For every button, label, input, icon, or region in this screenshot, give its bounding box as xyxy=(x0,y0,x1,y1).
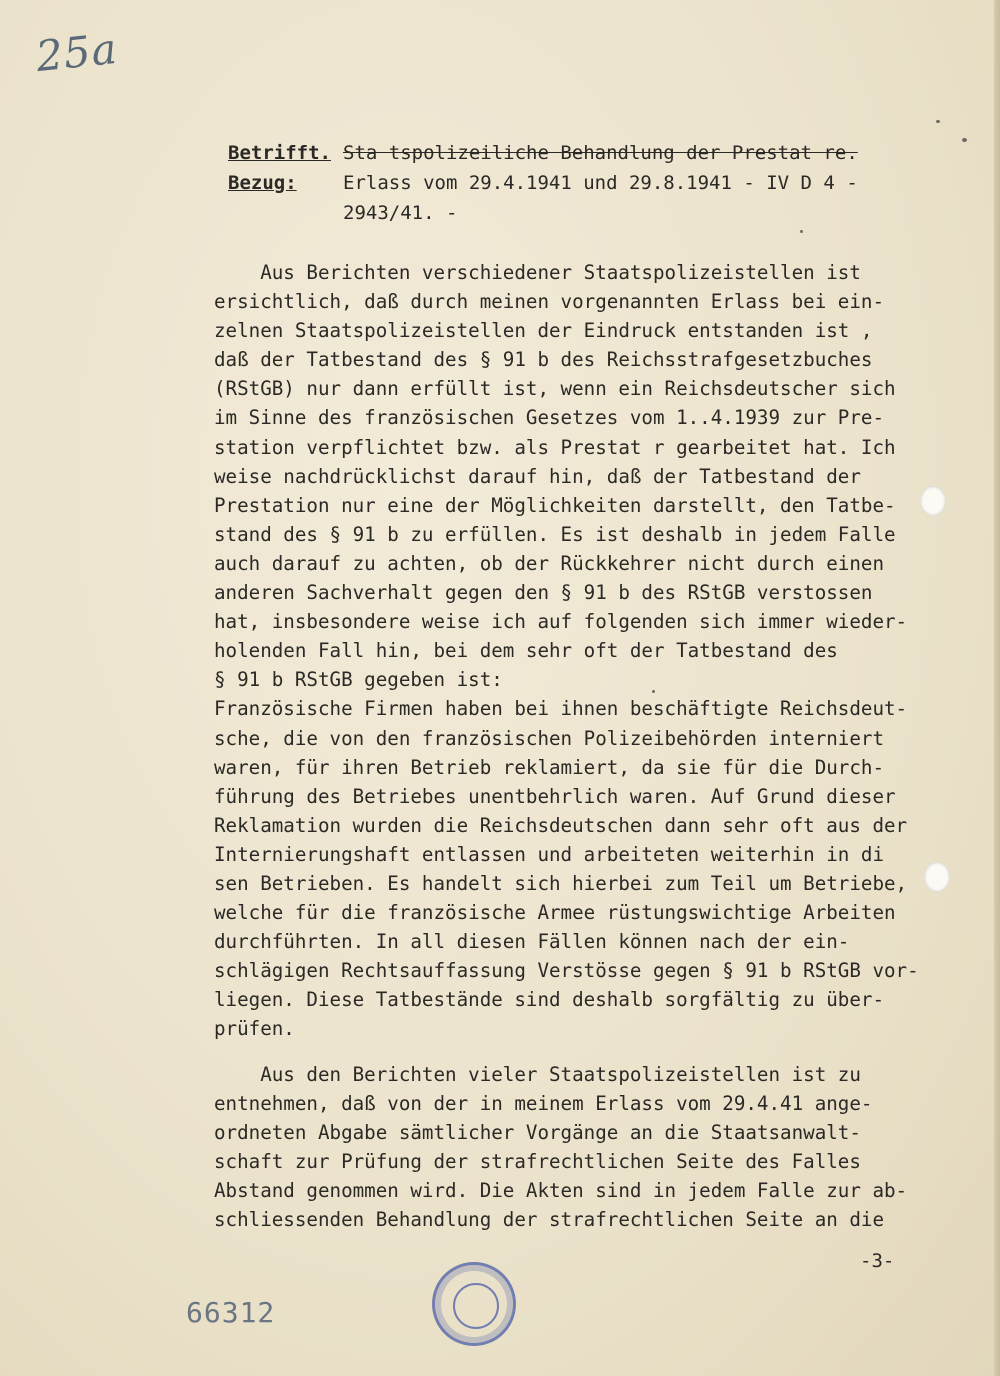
inventory-number: 66312 xyxy=(186,1296,276,1329)
text-line: durchführten. In all diesen Fällen können nach der ein- xyxy=(214,930,850,954)
paragraph-1 xyxy=(214,258,954,1044)
text-line: hat, insbesondere weise ich auf folgenden sich immer wieder- xyxy=(214,610,908,634)
letter-header xyxy=(228,142,948,232)
text-line: station verpflichtet bzw. als Prestat r gearbeitet hat. Ich xyxy=(214,435,896,459)
text-line: ersichtlich, daß durch meinen vorgenannten Erlass bei ein- xyxy=(214,290,885,314)
text-line: Internierungshaft entlassen und arbeiteten weiterhin in di xyxy=(214,842,885,866)
subject-row xyxy=(228,142,948,172)
text-line: Französische Firmen haben bei ihnen beschäftigte Reichsdeut- xyxy=(214,697,908,721)
text-line: schliessenden Behandlung der strafrechtlichen Seite an die xyxy=(214,1208,885,1231)
text-line: liegen. Diese Tatbestände sind deshalb sorgfältig zu über- xyxy=(214,988,885,1012)
text-line: schlägigen Rechtsauffassung Verstösse gegen § 91 b RStGB vor- xyxy=(214,959,919,983)
text-line: schaft zur Prüfung der strafrechtlichen Seite des Falles xyxy=(214,1149,861,1173)
reference-label: Bezug: xyxy=(228,172,297,194)
reference-text: Erlass vom 29.4.1941 und 29.8.1941 - IV D 4 - xyxy=(343,172,858,194)
page-marker: -3- xyxy=(860,1250,895,1272)
archive-stamp xyxy=(432,1262,516,1346)
reference-row xyxy=(228,172,948,202)
subject-label: Betrifft. xyxy=(228,142,331,164)
text-line: sche, die von den französischen Polizeibehörden interniert xyxy=(214,726,885,750)
text-line: sen Betrieben. Es handelt sich hierbei zum Teil um Betriebe, xyxy=(214,871,908,895)
text-line: auch darauf zu achten, ob der Rückkehrer nicht durch einen xyxy=(214,551,885,575)
text-line: (RStGB) nur dann erfüllt ist, wenn ein Reichsdeutscher sich xyxy=(214,377,896,401)
reference-text-continued: 2943/41. - xyxy=(343,202,458,224)
ink-speck xyxy=(936,120,940,123)
text-line: welche für die französische Armee rüstungswichtige Arbeiten xyxy=(214,901,896,925)
ink-speck xyxy=(962,138,967,142)
reference-row-continued xyxy=(228,202,948,232)
subject-text: Sta tspolizeiliche Behandlung der Prestat re. xyxy=(343,142,858,164)
text-line: führung des Betriebes unentbehrlich waren. Auf Grund dieser xyxy=(214,784,896,808)
letter-body xyxy=(214,258,954,1234)
text-line: zelnen Staatspolizeistellen der Eindruck entstanden ist , xyxy=(214,319,873,343)
text-line: anderen Sachverhalt gegen den § 91 b des RStGB verstossen xyxy=(214,581,873,605)
archive-stamp-inner xyxy=(453,1283,499,1329)
text-line: ordneten Abgabe sämtlicher Vorgänge an die Staatsanwalt- xyxy=(214,1120,861,1144)
text-line: stand des § 91 b zu erfüllen. Es ist deshalb in jedem Falle xyxy=(214,522,896,546)
text-line: im Sinne des französischen Gesetzes vom 1..4.1939 zur Pre- xyxy=(214,406,885,430)
text-line: Aus den Berichten vieler Staatspolizeistellen ist zu xyxy=(214,1062,861,1086)
page-edge xyxy=(994,0,1000,1376)
text-line: § 91 b RStGB gegeben ist: xyxy=(214,668,503,692)
text-line: Prestation nur eine der Möglichkeiten darstellt, den Tatbe- xyxy=(214,493,896,517)
text-line: Aus Berichten verschiedener Staatspolizeistellen ist xyxy=(214,261,861,284)
paragraph-2 xyxy=(214,1060,954,1235)
text-line: weise nachdrücklichst darauf hin, daß der Tatbestand der xyxy=(214,464,861,488)
text-line: entnehmen, daß von der in meinem Erlass vom 29.4.41 ange- xyxy=(214,1091,873,1115)
text-line: waren, für ihren Betrieb reklamiert, da sie für die Durch- xyxy=(214,755,885,779)
text-line: holenden Fall hin, bei dem sehr oft der Tatbestand des xyxy=(214,639,838,663)
text-line: Reklamation wurden die Reichsdeutschen dann sehr oft aus der xyxy=(214,813,908,837)
text-line: prüfen. xyxy=(214,1017,295,1041)
text-line: Abstand genommen wird. Die Akten sind in jedem Falle zur ab- xyxy=(214,1178,908,1202)
folio-number: 25a xyxy=(33,23,120,82)
text-line: daß der Tatbestand des § 91 b des Reichsstrafgesetzbuches xyxy=(214,348,873,372)
paragraph-gap xyxy=(214,1044,954,1060)
